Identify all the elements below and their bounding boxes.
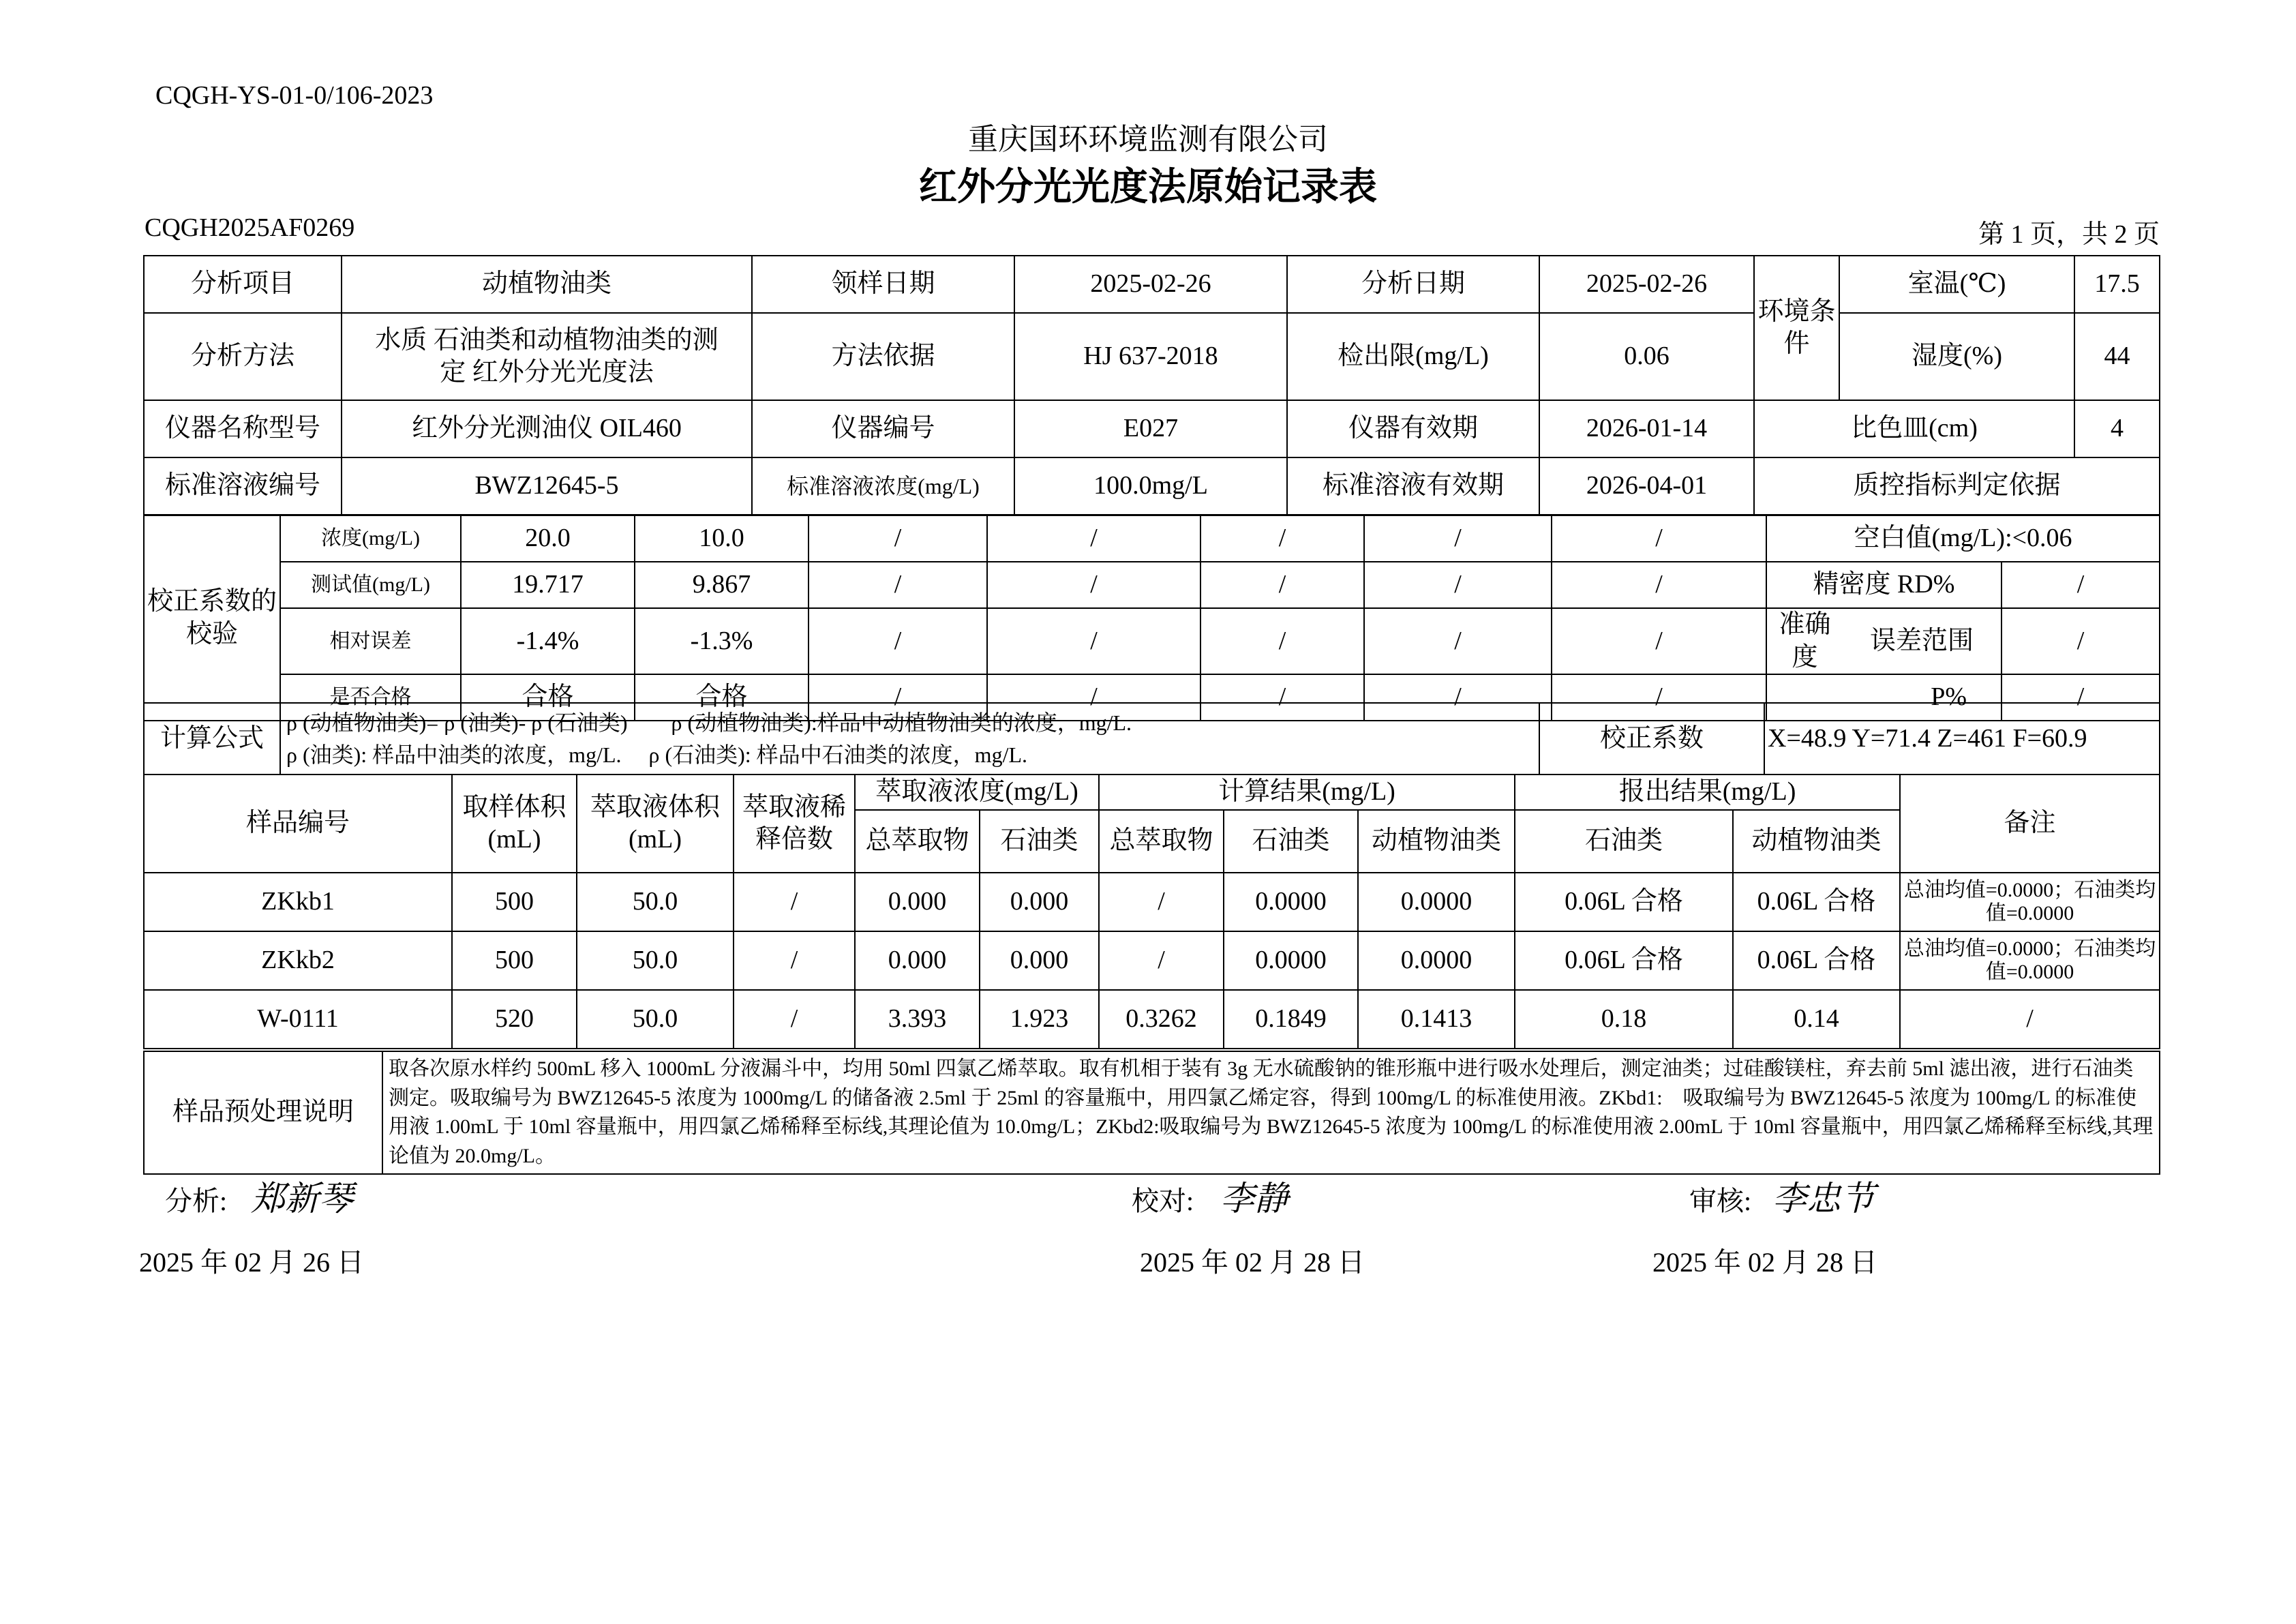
cal-cell: / [809, 562, 987, 608]
checker-date: 2025 年 02 月 28 日 [1140, 1247, 1365, 1278]
cal-cell: / [809, 608, 987, 674]
col-ext-total: 总萃取物 [855, 810, 980, 873]
cell-rep-animal: 0.06L 合格 [1733, 931, 1900, 990]
std-conc-value: 100.0mg/L [1014, 457, 1287, 515]
cal-cell: / [1200, 674, 1364, 721]
cell-id: ZKkb2 [144, 931, 452, 990]
record-number: CQGH2025AF0269 [145, 213, 355, 242]
cell-ext-vol: 50.0 [577, 990, 734, 1049]
cell-ext-petro: 1.923 [980, 990, 1099, 1049]
cell-dilution: / [734, 990, 855, 1049]
cell-ext-petro: 0.000 [980, 931, 1099, 990]
cell-calc-animal: 0.1413 [1358, 990, 1515, 1049]
analysis-date-label: 分析日期 [1287, 256, 1539, 313]
cell-dilution: / [734, 873, 855, 931]
coef-value: X=48.9 Y=71.4 Z=461 F=60.9 [1764, 703, 2160, 775]
col-calc-result: 计算结果(mg/L) [1099, 775, 1515, 810]
col-extract-conc: 萃取液浓度(mg/L) [855, 775, 1099, 810]
cell-calc-petro: 0.1849 [1224, 990, 1358, 1049]
reviewer-label: 审核: [1689, 1186, 1752, 1216]
cal-cell: / [987, 608, 1200, 674]
cell-ext-vol: 50.0 [577, 931, 734, 990]
cal-cell: / [987, 515, 1200, 562]
cal-cell: 10.0 [635, 515, 809, 562]
pretreatment-text: 取各次原水样约 500mL 移入 1000mL 分液漏斗中，均用 50ml 四氯乙烯萃取。取有机相于装有 3g 无水硫酸钠的锥形瓶中进行吸水处理后，测定油类；过硅酸镁柱，弃去前 5ml 滤出液，进行石油类测定。吸取编号为 BWZ12645-5 浓度为 1000mg/L 的储备液 2.5ml 于 25ml 的容量瓶中，用四氯乙烯定容，得到 100mg/L 的标准使用液。ZKbd1: 吸取编号为 BWZ12645-5 浓度为 100mg/L 的标准使用液 1.00mL 于 10ml 容量瓶中，用四氯乙烯稀释至标线,其理论值为 10.0mg/L；ZKbd2:吸取编号为 BWZ12645-5 浓度为 100mg/L 的标准使用液 2.00mL 于 10ml 容量瓶中，用四氯乙烯稀释至标线,其理论值为 20.0mg/L。 [382, 1051, 2160, 1174]
method-value: 水质 石油类和动植物油类的测定 红外分光光度法 [342, 313, 752, 400]
cell-id: W-0111 [144, 990, 452, 1049]
error-range-label: 误差范围 [1869, 626, 1974, 655]
col-note: 备注 [1900, 775, 2160, 873]
pretreatment-table [143, 1051, 2160, 1175]
instrument-value: 红外分光测油仪 OIL460 [342, 400, 752, 457]
cal-cell: / [987, 562, 1200, 608]
checker-signature: 李静 [1220, 1179, 1288, 1218]
cal-cell: / [809, 674, 987, 721]
room-temp-value: 17.5 [2074, 256, 2160, 313]
reviewer-signature: 李忠节 [1772, 1179, 1875, 1218]
precision-label: 精密度 RD% [1766, 562, 2002, 608]
col-calc-total: 总萃取物 [1099, 810, 1224, 873]
room-temp-label: 室温(℃) [1839, 256, 2074, 313]
cell-note: 总油均值=0.0000；石油类均值=0.0000 [1900, 873, 2160, 931]
p-label: P% [1766, 674, 2002, 721]
analysis-item-label: 分析项目 [144, 256, 342, 313]
cell-note: 总油均值=0.0000；石油类均值=0.0000 [1900, 931, 2160, 990]
humidity-label: 湿度(%) [1839, 313, 2074, 400]
cell-calc-total: 0.3262 [1099, 990, 1224, 1049]
cal-cell: / [1200, 562, 1364, 608]
cell-rep-petro: 0.18 [1515, 990, 1733, 1049]
col-report-result: 报出结果(mg/L) [1515, 775, 1900, 810]
instrument-valid-label: 仪器有效期 [1287, 400, 1539, 457]
error-range-value: / [2002, 608, 2160, 674]
cell-ext-petro: 0.000 [980, 873, 1099, 931]
cuvette-label: 比色皿(cm) [1754, 400, 2074, 457]
calibration-table [143, 515, 2160, 721]
cal-cell: -1.3% [635, 608, 809, 674]
cuvette-value: 4 [2074, 400, 2160, 457]
cal-cell: 合格 [635, 674, 809, 721]
company-name: 重庆国环环境监测有限公司 [968, 123, 1328, 156]
cal-cell: 20.0 [461, 515, 635, 562]
detect-limit-value: 0.06 [1539, 313, 1754, 400]
std-no-value: BWZ12645-5 [342, 457, 752, 515]
cell-rep-petro: 0.06L 合格 [1515, 873, 1733, 931]
blank-value: 空白值(mg/L):<0.06 [1766, 515, 2160, 562]
cal-cell: / [987, 674, 1200, 721]
formula-line-1: ρ (动植物油类)= ρ (油类)- ρ (石油类) ρ (动植物油类):样品中动植物油类的浓度，mg/L. [286, 710, 1132, 736]
accuracy-cell [1766, 608, 2002, 674]
col-calc-animal: 动植物油类 [1358, 810, 1515, 873]
cell-ext-total: 0.000 [855, 873, 980, 931]
cell-vol: 500 [452, 873, 577, 931]
cell-rep-animal: 0.06L 合格 [1733, 873, 1900, 931]
cell-rep-petro: 0.06L 合格 [1515, 931, 1733, 990]
analyst-signature: 郑新琴 [251, 1179, 353, 1218]
cal-cell: / [809, 515, 987, 562]
checker-label: 校对: [1132, 1186, 1194, 1216]
std-valid-value: 2026-04-01 [1539, 457, 1754, 515]
formula-line-2: ρ (油类): 样品中油类的浓度，mg/L. ρ (石油类): 样品中石油类的浓度，mg/L. [286, 742, 1028, 767]
col-rep-petro: 石油类 [1515, 810, 1733, 873]
col-sample-id: 样品编号 [144, 775, 452, 873]
cal-cell: / [1552, 608, 1766, 674]
formula-text [280, 703, 1539, 775]
cal-cell: / [1552, 562, 1766, 608]
detect-limit-label: 检出限(mg/L) [1287, 313, 1539, 400]
cell-dilution: / [734, 931, 855, 990]
std-no-label: 标准溶液编号 [144, 457, 342, 515]
precision-value: / [2002, 562, 2160, 608]
cell-calc-animal: 0.0000 [1358, 931, 1515, 990]
cal-cell: 合格 [461, 674, 635, 721]
col-rep-animal: 动植物油类 [1733, 810, 1900, 873]
cal-cell: -1.4% [461, 608, 635, 674]
cal-cell: / [1200, 608, 1364, 674]
col-ext-petro: 石油类 [980, 810, 1099, 873]
cal-row-label: 浓度(mg/L) [280, 515, 461, 562]
col-sample-volume: 取样体积(mL) [452, 775, 577, 873]
cal-cell: / [1364, 515, 1552, 562]
col-calc-petro: 石油类 [1224, 810, 1358, 873]
cell-calc-petro: 0.0000 [1224, 873, 1358, 931]
info-table [143, 255, 2160, 515]
analysis-item-value: 动植物油类 [342, 256, 752, 313]
cell-id: ZKkb1 [144, 873, 452, 931]
cell-ext-total: 0.000 [855, 931, 980, 990]
cell-vol: 520 [452, 990, 577, 1049]
table-row [144, 931, 2160, 990]
humidity-value: 44 [2074, 313, 2160, 400]
formula-table [143, 702, 2160, 775]
analyst-label: 分析: [165, 1186, 228, 1216]
cell-calc-total: / [1099, 931, 1224, 990]
cell-calc-animal: 0.0000 [1358, 873, 1515, 931]
analysis-date-value: 2025-02-26 [1539, 256, 1754, 313]
table-row [144, 873, 2160, 931]
cal-cell: 9.867 [635, 562, 809, 608]
std-valid-label: 标准溶液有效期 [1287, 457, 1539, 515]
cal-cell: / [1552, 515, 1766, 562]
p-value: / [2002, 674, 2160, 721]
accuracy-label: 准确度 [1779, 610, 1831, 672]
cal-cell: 19.717 [461, 562, 635, 608]
instrument-label: 仪器名称型号 [144, 400, 342, 457]
instrument-no-value: E027 [1014, 400, 1287, 457]
cell-vol: 500 [452, 931, 577, 990]
calibration-group-label: 校正系数的校验 [144, 515, 280, 721]
table-row [144, 990, 2160, 1049]
page-title: 红外分光光度法原始记录表 [919, 166, 1377, 209]
cell-calc-total: / [1099, 873, 1224, 931]
method-basis-label: 方法依据 [752, 313, 1014, 400]
document-code: CQGH-YS-01-0/106-2023 [155, 81, 434, 110]
cal-cell: / [1364, 608, 1552, 674]
samples-table [143, 774, 2160, 1049]
cal-row-label: 测试值(mg/L) [280, 562, 461, 608]
qc-basis-label: 质控指标判定依据 [1754, 457, 2160, 515]
coef-label: 校正系数 [1539, 703, 1764, 775]
cell-note: / [1900, 990, 2160, 1049]
cell-calc-petro: 0.0000 [1224, 931, 1358, 990]
cell-rep-animal: 0.14 [1733, 990, 1900, 1049]
col-dilution: 萃取液稀释倍数 [734, 775, 855, 873]
cell-ext-total: 3.393 [855, 990, 980, 1049]
cal-cell: / [1552, 674, 1766, 721]
cal-cell: / [1200, 515, 1364, 562]
receive-date-label: 领样日期 [752, 256, 1014, 313]
col-extract-volume: 萃取液体积(mL) [577, 775, 734, 873]
reviewer-date: 2025 年 02 月 28 日 [1652, 1247, 1877, 1278]
instrument-no-label: 仪器编号 [752, 400, 1014, 457]
formula-label: 计算公式 [144, 703, 280, 775]
analyst-date: 2025 年 02 月 26 日 [139, 1247, 364, 1278]
instrument-valid-value: 2026-01-14 [1539, 400, 1754, 457]
std-conc-label: 标准溶液浓度(mg/L) [752, 457, 1014, 515]
page-info: 第 1 页，共 2 页 [1978, 220, 2160, 249]
cal-row-label: 是否合格 [280, 674, 461, 721]
cal-cell: / [1364, 674, 1552, 721]
method-label: 分析方法 [144, 313, 342, 400]
receive-date-value: 2025-02-26 [1014, 256, 1287, 313]
env-conditions-label: 环境条件 [1754, 256, 1839, 400]
pretreatment-label: 样品预处理说明 [144, 1051, 382, 1174]
cal-row-label: 相对误差 [280, 608, 461, 674]
cell-ext-vol: 50.0 [577, 873, 734, 931]
cal-cell: / [1364, 562, 1552, 608]
method-basis-value: HJ 637-2018 [1014, 313, 1287, 400]
